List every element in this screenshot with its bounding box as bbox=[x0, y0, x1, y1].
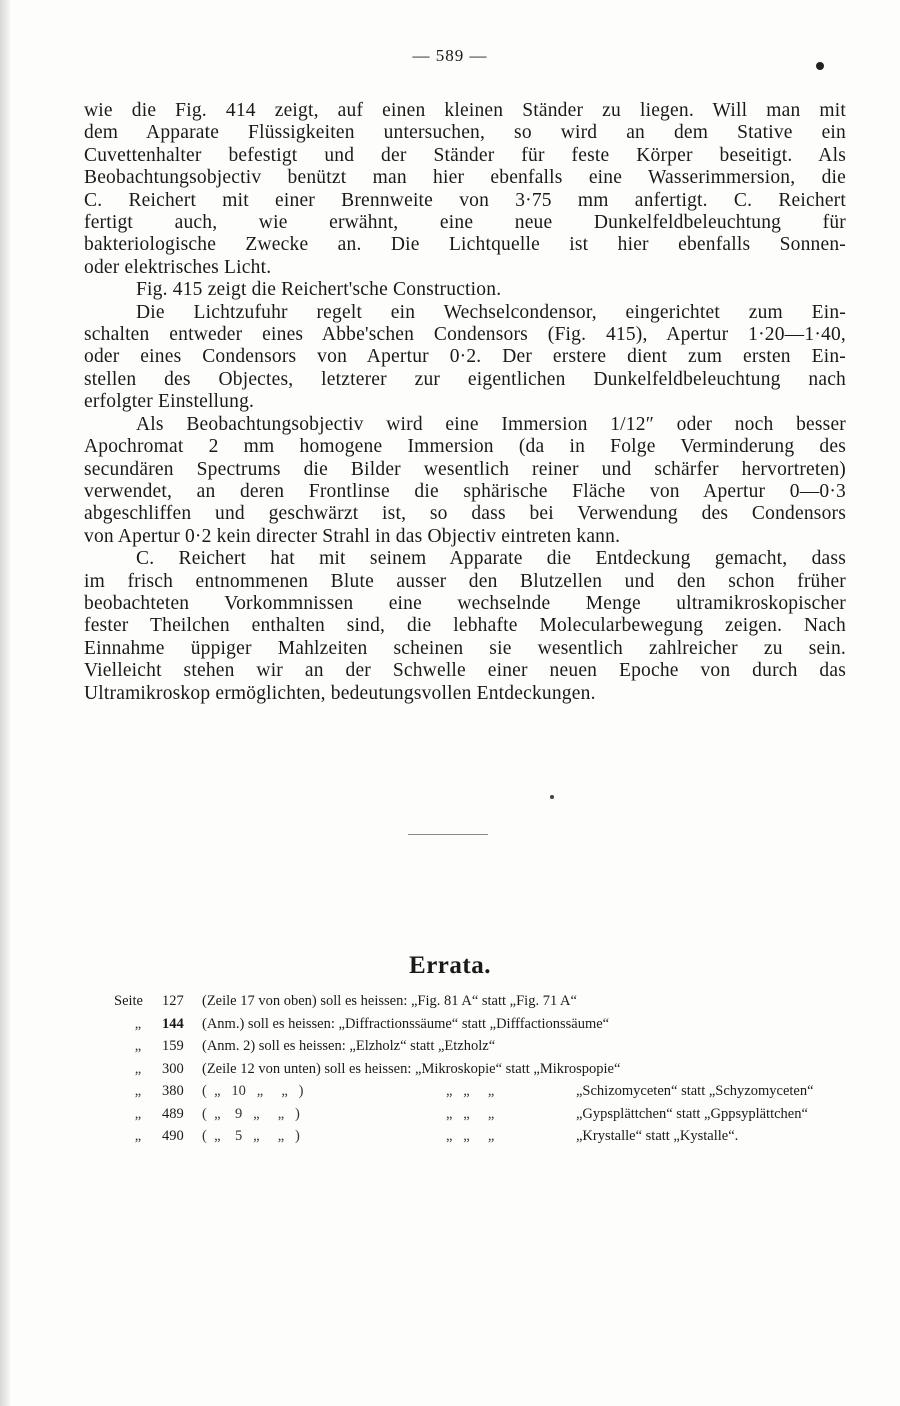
section-divider bbox=[408, 834, 488, 835]
text-line: secundären Spectrums die Bilder wesentlich reiner und schärfer hervortreten) bbox=[84, 458, 846, 480]
text-line: Einnahme üppiger Mahlzeiten scheinen sie wesentlich zahlreicher zu sein. bbox=[84, 637, 846, 659]
errata-ditto: „ „ „ bbox=[446, 1128, 495, 1144]
errata-ref: ( „ 10 „ „ ) bbox=[202, 1083, 304, 1099]
text-line: verwendet, an deren Frontlinse die sphärische Fläche von Apertur 0—0·3 bbox=[84, 480, 846, 502]
errata-row bbox=[114, 1035, 854, 1058]
page-number: — 589 — bbox=[412, 46, 488, 65]
errata-row bbox=[114, 1080, 854, 1103]
paragraph-5 bbox=[84, 548, 846, 705]
errata-row bbox=[114, 990, 854, 1013]
text-line: C. Reichert mit einer Brennweite von 3·75 mm anfertigt. C. Reichert bbox=[84, 189, 846, 211]
errata-label: Seite bbox=[114, 993, 143, 1009]
text-line: abgeschliffen und geschwärzt ist, so dass bei Verwendung des Condensors bbox=[84, 503, 846, 525]
errata-row bbox=[114, 1103, 854, 1126]
text-line: Vielleicht stehen wir an der Schwelle einer neuen Epoche von durch das bbox=[84, 660, 846, 682]
errata-text: „Schizomyceten“ statt „Schyzomyceten“ bbox=[576, 1083, 814, 1099]
text-line: beobachteten Vorkommnissen eine wechselnde Menge ultramikroskopischer bbox=[84, 592, 846, 614]
errata-label: „ bbox=[134, 1038, 142, 1054]
errata-row bbox=[114, 1013, 854, 1036]
text-line: von Apertur 0·2 kein directer Strahl in das Objectiv eintreten kann. bbox=[84, 525, 621, 547]
errata-title: Errata. bbox=[409, 952, 491, 979]
errata-ref: ( „ 9 „ „ ) bbox=[202, 1105, 300, 1122]
paragraph-4 bbox=[84, 414, 846, 548]
body-text bbox=[84, 100, 846, 705]
errata-ditto: „ „ „ bbox=[446, 1105, 495, 1122]
errata-label: „ bbox=[134, 1083, 142, 1099]
errata-page: 489 bbox=[162, 1105, 184, 1122]
text-line: Beobachtungsobjectiv benützt man hier ebenfalls eine Wasserimmersion, die bbox=[84, 167, 846, 189]
paragraph-2 bbox=[84, 279, 846, 301]
text-line: im frisch entnommenen Blute ausser den Blutzellen und den schon früher bbox=[84, 570, 846, 592]
text-line: C. Reichert hat mit seinem Apparate die Entdeckung gemacht, dass bbox=[136, 548, 846, 570]
errata-row bbox=[114, 1125, 854, 1148]
errata-text: „Gypsplättchen“ statt „Gppsyplättchen“ bbox=[576, 1105, 808, 1122]
errata-label: „ bbox=[134, 1128, 142, 1144]
text-line: Cuvettenhalter befestigt und der Ständer für feste Körper beseitigt. Als bbox=[84, 144, 846, 166]
text-line: Fig. 415 zeigt die Reichert'sche Construction. bbox=[136, 279, 502, 301]
errata-list bbox=[114, 990, 854, 1148]
text-line: stellen des Objectes, letzterer zur eigentlichen Dunkelfeldbeleuchtung nach bbox=[84, 368, 846, 390]
errata-row bbox=[114, 1058, 854, 1081]
text-line: fertigt auch, wie erwähnt, eine neue Dunkelfeldbeleuchtung für bbox=[84, 212, 846, 234]
errata-page: 159 bbox=[162, 1038, 184, 1054]
text-line: Die Lichtzufuhr regelt ein Wechselcondensor, eingerichtet zum Ein- bbox=[136, 301, 846, 323]
errata-page: 144 bbox=[162, 1015, 184, 1032]
paragraph-3 bbox=[84, 302, 846, 414]
ink-dot bbox=[816, 62, 824, 70]
errata-text: (Zeile 12 von unten) soll es heissen: „Mikroskopie“ statt „Mikrospopie“ bbox=[202, 1060, 621, 1077]
errata-text: (Zeile 17 von oben) soll es heissen: „Fig. 81 A“ statt „Fig. 71 A“ bbox=[202, 993, 577, 1009]
text-line: erfolgter Einstellung. bbox=[84, 391, 255, 413]
text-line: Ultramikroskop ermöglichten, bedeutungsvollen Entdeckungen. bbox=[84, 682, 596, 704]
text-line: dem Apparate Flüssigkeiten untersuchen, so wird an dem Stative ein bbox=[84, 122, 846, 144]
text-line: wie die Fig. 414 zeigt, auf einen kleinen Ständer zu liegen. Will man mit bbox=[84, 100, 846, 121]
errata-label: „ bbox=[134, 1060, 142, 1077]
text-line: oder elektrisches Licht. bbox=[84, 256, 272, 278]
text-line: fester Theilchen enthalten sind, die lebhafte Molecularbewegung zeigen. Nach bbox=[84, 615, 846, 637]
text-line: Apochromat 2 mm homogene Immersion (da in Folge Verminderung des bbox=[84, 436, 846, 458]
errata-text: (Anm.) soll es heissen: „Diffractionssäume“ statt „Difffactionssäume“ bbox=[202, 1015, 610, 1032]
paragraph-1 bbox=[84, 100, 846, 279]
text-line: schalten entweder eines Abbe'schen Condensors (Fig. 415), Apertur 1·20—1·40, bbox=[84, 324, 846, 346]
errata-page: 490 bbox=[162, 1128, 184, 1144]
text-line: oder eines Condensors von Apertur 0·2. Der erstere dient zum ersten Ein- bbox=[84, 346, 846, 368]
errata-page: 300 bbox=[162, 1060, 184, 1077]
errata-text: „Krystalle“ statt „Kystalle“. bbox=[576, 1128, 739, 1144]
errata-page: 127 bbox=[162, 993, 184, 1009]
errata-ref: ( „ 5 „ „ ) bbox=[202, 1128, 300, 1144]
errata-page: 380 bbox=[162, 1083, 184, 1099]
errata-label: „ bbox=[134, 1105, 142, 1122]
errata-label: „ bbox=[134, 1015, 142, 1032]
errata-text: (Anm. 2) soll es heissen: „Elzholz“ statt „Etzholz“ bbox=[202, 1038, 496, 1054]
text-line: bakteriologische Zwecke an. Die Lichtquelle ist hier ebenfalls Sonnen- bbox=[84, 234, 846, 256]
text-line: Als Beobachtungsobjectiv wird eine Immersion 1/12″ oder noch besser bbox=[136, 413, 846, 435]
errata-ditto: „ „ „ bbox=[446, 1083, 495, 1099]
stray-dot bbox=[550, 795, 554, 799]
page-edge-shadow bbox=[0, 0, 10, 1406]
